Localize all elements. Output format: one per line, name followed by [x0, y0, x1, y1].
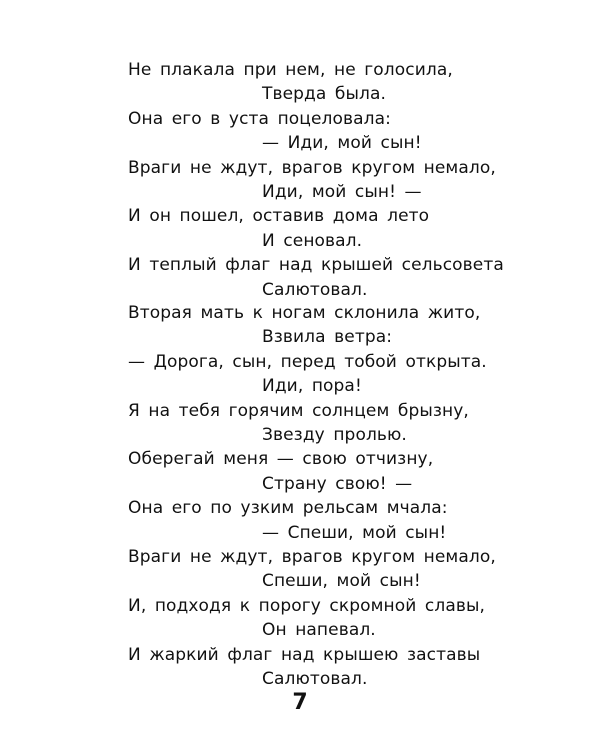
poem-line: И жаркий флаг над крышею заставы	[128, 644, 481, 665]
poem-line: Враги не ждут, врагов кругом немало,	[128, 157, 496, 178]
poem-line: Звезду пролью.	[262, 425, 407, 446]
page-number: 7	[292, 690, 308, 715]
poem-line: Вторая мать к ногам склонила жито,	[128, 303, 481, 323]
poem-line: Оберегай меня — свою отчизну,	[128, 449, 434, 470]
poem-line: Спеши, мой сын!	[262, 571, 421, 592]
poem-line: — Спеши, мой сын!	[262, 522, 447, 543]
poem-line: И он пошел, оставив дома лето	[128, 206, 430, 227]
poem-line: Взвила ветра:	[262, 327, 393, 348]
stanza-1	[128, 58, 568, 302]
poem-line: Страну свою! —	[262, 473, 413, 494]
poem-line: И теплый флаг над крышей сельсовета	[128, 255, 504, 276]
poem-line: Тверда была.	[262, 84, 387, 105]
poem-line: Она его по узким рельсам мчала:	[128, 498, 448, 519]
poem-line: Не плакала при нем, не голосила,	[128, 60, 453, 80]
stanza-2	[128, 301, 568, 692]
poem-line: Враги не ждут, врагов кругом немало,	[128, 547, 496, 568]
poem-line: И сеновал.	[262, 230, 363, 251]
poem-line: Иди, пора!	[262, 376, 362, 397]
poem-line: Салютовал.	[262, 279, 368, 300]
poem-line: Салютовал.	[262, 669, 368, 690]
poem-line: Он напевал.	[262, 620, 376, 641]
poem-line: Я на тебя горячим солнцем брызну,	[128, 400, 469, 421]
poem-line: Она его в уста поцеловала:	[128, 108, 391, 129]
poem-line: — Иди, мой сын!	[262, 133, 422, 154]
poem-line: — Дорога, сын, перед тобой открыта.	[128, 351, 487, 372]
poem-line: И, подходя к порогу скромной славы,	[128, 595, 485, 616]
poem-line: Иди, мой сын! —	[262, 182, 422, 203]
